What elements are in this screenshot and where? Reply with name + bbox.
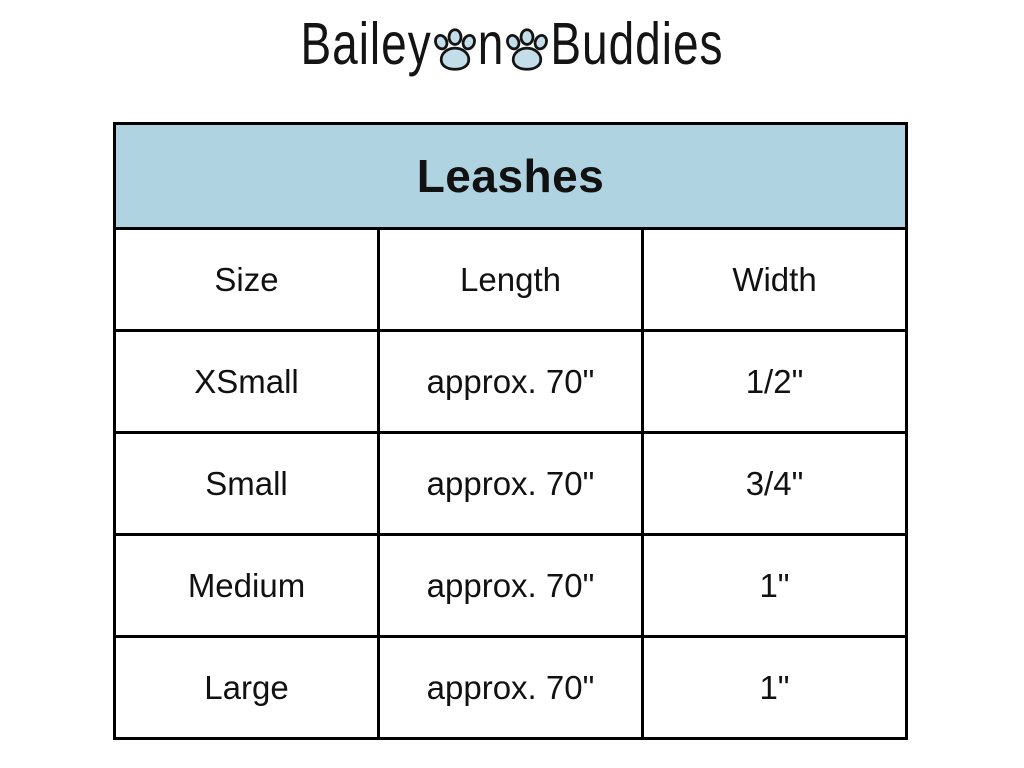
size-chart-table xyxy=(113,122,908,740)
cell-size: Small xyxy=(115,433,379,535)
table-row-large xyxy=(115,637,907,739)
column-header-size: Size xyxy=(115,229,379,331)
cell-width: 3/4" xyxy=(643,433,907,535)
table-title-row xyxy=(115,124,907,229)
cell-length: approx. 70" xyxy=(379,331,643,433)
logo-text-bailey: Bailey xyxy=(300,9,432,77)
table-row-small xyxy=(115,433,907,535)
brand-logo xyxy=(0,9,1024,77)
cell-size: Medium xyxy=(115,535,379,637)
column-header-row xyxy=(115,229,907,331)
cell-length: approx. 70" xyxy=(379,535,643,637)
cell-width: 1/2" xyxy=(643,331,907,433)
cell-length: approx. 70" xyxy=(379,433,643,535)
table-title: Leashes xyxy=(115,124,907,229)
column-header-length: Length xyxy=(379,229,643,331)
logo-text-n: n xyxy=(477,9,505,77)
logo-text-buddies: Buddies xyxy=(550,9,724,77)
cell-width: 1" xyxy=(643,535,907,637)
cell-size: Large xyxy=(115,637,379,739)
cell-length: approx. 70" xyxy=(379,637,643,739)
table-row-xsmall xyxy=(115,331,907,433)
table-row-medium xyxy=(115,535,907,637)
column-header-width: Width xyxy=(643,229,907,331)
cell-width: 1" xyxy=(643,637,907,739)
paw-print-icon xyxy=(432,26,478,73)
paw-print-icon xyxy=(504,26,550,73)
cell-size: XSmall xyxy=(115,331,379,433)
